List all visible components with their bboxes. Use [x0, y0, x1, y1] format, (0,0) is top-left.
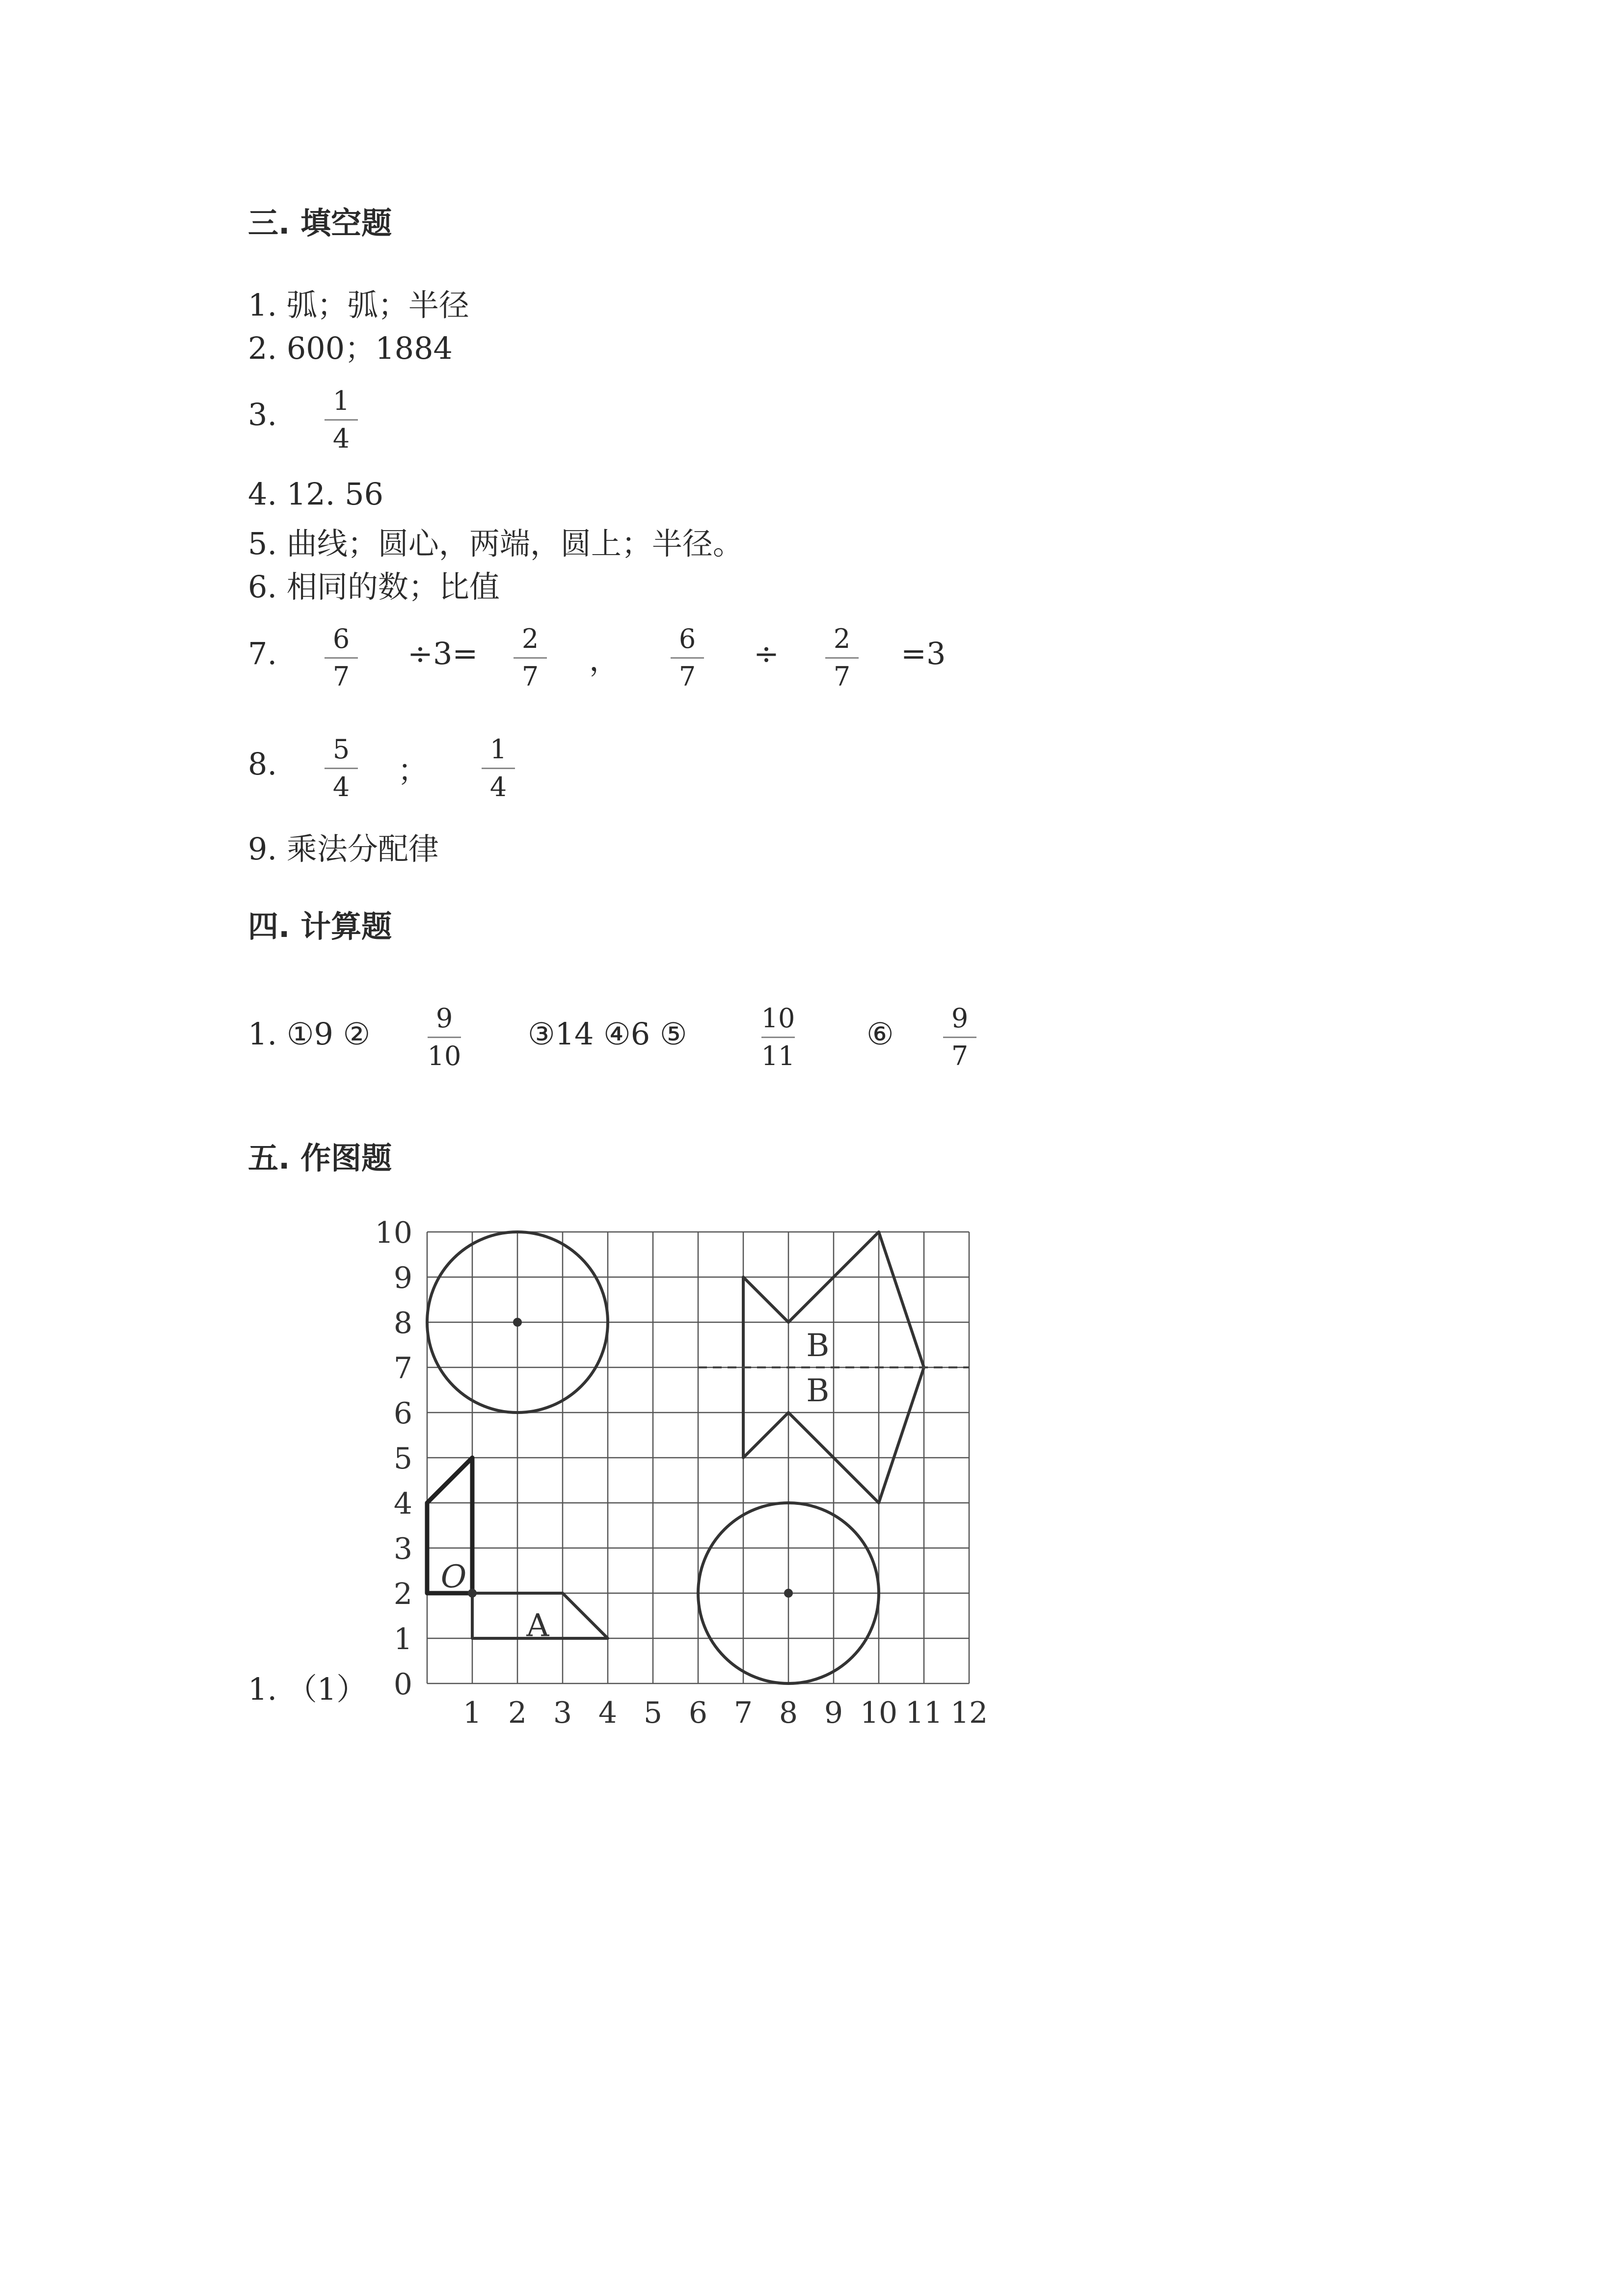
x-tick-label: 11 — [905, 1696, 943, 1730]
denominator: 11 — [761, 1041, 795, 1071]
answer-3-7-label: 7. — [248, 636, 277, 671]
x-tick-label: 12 — [950, 1696, 988, 1730]
x-tick-label: 7 — [733, 1696, 753, 1730]
answer-5-1-label: 1. （1） — [248, 1671, 367, 1707]
point-o — [468, 1589, 477, 1598]
answer-3-9: 9. 乘法分配律 — [248, 831, 439, 867]
denominator: 4 — [489, 772, 507, 802]
label-a: A — [526, 1607, 549, 1644]
x-tick-label: 4 — [598, 1696, 618, 1730]
answer-3-3-fraction — [322, 385, 361, 454]
numerator: 2 — [521, 623, 539, 654]
fraction-bar — [325, 768, 358, 769]
answer-3-7-separator: ， — [589, 642, 620, 678]
answer-4-1-part-a: 1. ①9 ② — [248, 1016, 371, 1052]
y-tick-label: 8 — [393, 1306, 412, 1340]
answer-3-7-op-2: ÷ — [754, 636, 779, 671]
answer-4-1-part-b: ③14 ④6 ⑤ — [528, 1016, 687, 1052]
y-tick-label: 5 — [393, 1442, 412, 1476]
answer-4-1-fraction-1 — [425, 1005, 464, 1069]
x-tick-label: 9 — [824, 1696, 843, 1730]
y-tick-label: 6 — [393, 1396, 412, 1431]
denominator: 10 — [427, 1041, 461, 1071]
numerator: 1 — [332, 385, 350, 416]
y-tick-label: 10 — [375, 1216, 412, 1250]
fraction-bar — [825, 657, 859, 659]
fraction-bar — [428, 1037, 461, 1038]
circle-top-center-dot — [513, 1318, 522, 1327]
answer-3-4: 4. 12. 56 — [248, 476, 384, 512]
denominator: 7 — [521, 661, 539, 692]
y-tick-label: 4 — [393, 1487, 412, 1521]
numerator: 5 — [332, 734, 350, 765]
section-5-heading: 五. 作图题 — [248, 1140, 392, 1176]
denominator: 7 — [678, 661, 696, 692]
fraction-bar — [514, 657, 547, 659]
answer-3-5: 5. 曲线；圆心，两端，圆上；半径。 — [248, 526, 743, 561]
y-tick-label: 2 — [393, 1577, 412, 1611]
y-tick-label: 1 — [393, 1622, 412, 1656]
fraction-bar — [761, 1037, 795, 1038]
denominator: 4 — [332, 423, 350, 454]
answer-4-1-fraction-2 — [758, 1005, 798, 1069]
answer-3-7-fraction-3 — [668, 623, 707, 692]
denominator: 7 — [833, 661, 851, 692]
denominator: 7 — [951, 1041, 969, 1071]
y-tick-label: 0 — [393, 1667, 412, 1702]
numerator: 6 — [678, 623, 696, 654]
answer-3-7-tail: =3 — [901, 636, 946, 671]
numerator: 1 — [489, 734, 507, 765]
numerator: 9 — [951, 1003, 969, 1034]
answer-3-7-fraction-1 — [322, 623, 361, 692]
answer-3-7-fraction-4 — [822, 623, 862, 692]
fraction-bar — [325, 657, 358, 659]
numerator: 6 — [332, 623, 350, 654]
circle-bottom-center-dot — [784, 1589, 793, 1598]
answer-4-1-fraction-3 — [940, 1005, 979, 1069]
x-tick-label: 8 — [779, 1696, 798, 1730]
fraction-bar — [325, 419, 358, 421]
y-tick-label: 3 — [393, 1532, 412, 1566]
y-tick-label: 7 — [393, 1351, 412, 1386]
answer-3-6: 6. 相同的数；比值 — [248, 569, 500, 605]
section-4-heading: 四. 计算题 — [248, 908, 392, 944]
label-o: O — [440, 1559, 467, 1595]
numerator: 2 — [833, 623, 851, 654]
numerator: 9 — [435, 1003, 453, 1034]
x-tick-label: 10 — [860, 1696, 898, 1730]
fraction-bar — [482, 768, 515, 769]
coordinate-grid-figure — [363, 1212, 1011, 1733]
denominator: 4 — [332, 772, 350, 802]
answer-3-1: 1. 弧；弧；半径 — [248, 287, 469, 323]
answer-3-8-fraction-2 — [479, 736, 518, 801]
x-tick-label: 5 — [643, 1696, 663, 1730]
fraction-bar — [671, 657, 704, 659]
answer-3-7-fraction-2 — [511, 623, 550, 692]
label-b-bottom: B — [806, 1373, 830, 1409]
fraction-bar — [943, 1037, 976, 1038]
answer-3-8-label: 8. — [248, 746, 277, 782]
answer-3-3-label: 3. — [248, 397, 277, 432]
section-3-heading: 三. 填空题 — [248, 205, 392, 241]
answer-3-2: 2. 600；1884 — [248, 330, 453, 366]
answer-4-1-part-c: ⑥ — [866, 1016, 894, 1052]
x-tick-label: 1 — [462, 1696, 482, 1730]
denominator: 7 — [332, 661, 350, 692]
x-tick-label: 3 — [553, 1696, 572, 1730]
numerator: 10 — [761, 1003, 795, 1034]
answer-3-8-separator: ； — [398, 752, 429, 788]
x-tick-label: 2 — [508, 1696, 527, 1730]
x-tick-label: 6 — [688, 1696, 708, 1730]
answer-3-7-op-1: ÷3= — [407, 636, 478, 671]
label-b-top: B — [806, 1328, 830, 1364]
y-tick-label: 9 — [393, 1261, 412, 1295]
answer-3-8-fraction-1 — [322, 736, 361, 801]
